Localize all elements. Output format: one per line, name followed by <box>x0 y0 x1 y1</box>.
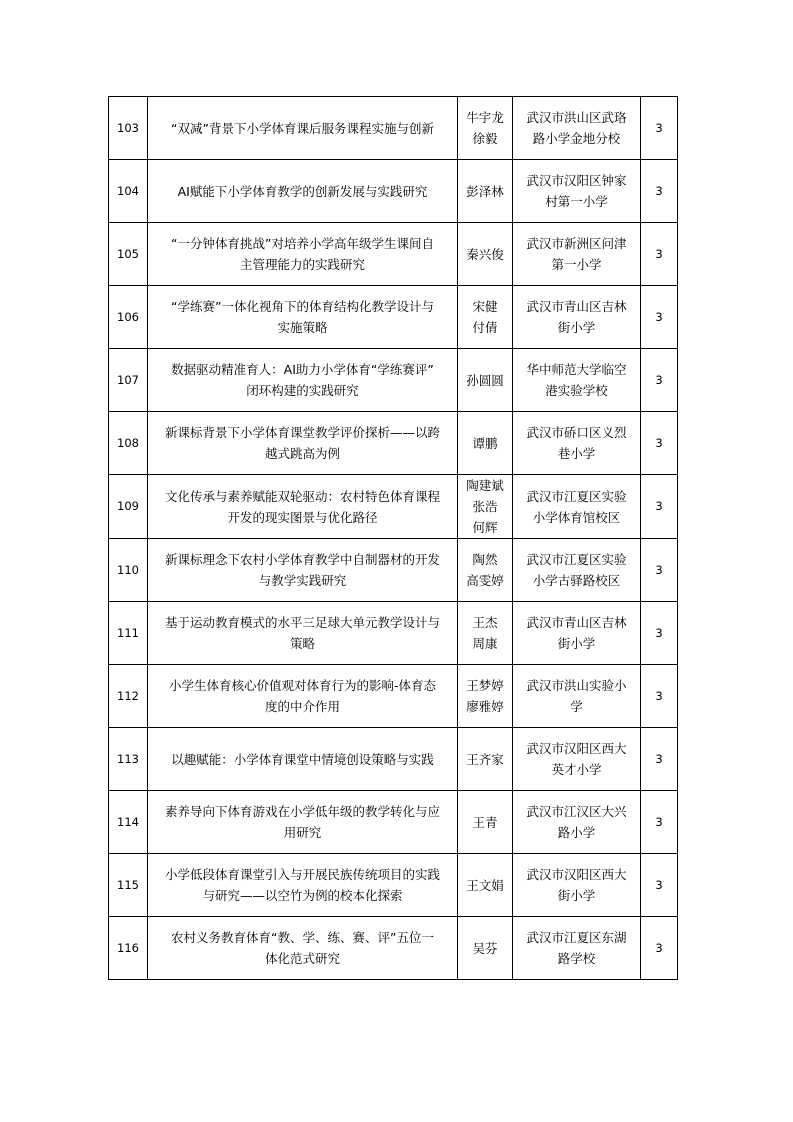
project-authors <box>458 349 513 412</box>
author-name: 彭泽林 <box>466 183 504 199</box>
project-title-line: 小学低段体育课堂引入与开展民族传统项目的实践 <box>164 867 440 882</box>
row-number: 111 <box>109 602 148 665</box>
project-authors <box>458 223 513 286</box>
author-name: 付倩 <box>472 320 498 335</box>
table-row <box>109 97 678 160</box>
table-row <box>109 286 678 349</box>
credit-value: 3 <box>641 854 678 917</box>
author-name: 张浩 <box>472 499 498 514</box>
credit-value: 3 <box>641 917 678 980</box>
row-number: 116 <box>109 917 148 980</box>
project-authors <box>458 602 513 665</box>
school-name-line: 武汉市青山区吉林 <box>526 299 627 314</box>
project-authors <box>458 791 513 854</box>
project-title-line: 小学生体育核心价值观对体育行为的影响-体育态 <box>168 678 436 693</box>
school-name-line: 武汉市江夏区东湖 <box>526 930 627 945</box>
author-name: 王青 <box>472 814 498 830</box>
row-number: 110 <box>109 539 148 602</box>
school-name <box>513 349 641 412</box>
school-name-line: 路小学 <box>557 825 596 840</box>
credit-value: 3 <box>641 539 678 602</box>
project-title-line: 主管理能力的实践研究 <box>239 257 365 272</box>
school-name <box>513 286 641 349</box>
row-number: 109 <box>109 475 148 539</box>
project-title-line: AI赋能下小学体育教学的创新发展与实践研究 <box>177 183 428 199</box>
author-name: 何辉 <box>472 520 498 535</box>
project-authors <box>458 412 513 475</box>
project-authors <box>458 665 513 728</box>
row-number: 114 <box>109 791 148 854</box>
school-name-line: 武汉市新洲区问津 <box>526 236 627 251</box>
project-authors <box>458 475 513 539</box>
school-name <box>513 160 641 223</box>
school-name-line: 巷小学 <box>557 446 596 461</box>
table-row <box>109 917 678 980</box>
project-authors <box>458 286 513 349</box>
project-title-line: 体化范式研究 <box>264 951 340 966</box>
credit-value: 3 <box>641 349 678 412</box>
credit-value: 3 <box>641 791 678 854</box>
row-number: 106 <box>109 286 148 349</box>
author-name: 孙圆圆 <box>466 372 504 388</box>
author-name: 陶然 <box>472 552 498 567</box>
project-title <box>148 412 458 475</box>
school-name-line: 武汉市汉阳区西大 <box>526 741 627 756</box>
project-title-line: 文化传承与素养赋能双轮驱动：农村特色体育课程 <box>164 488 440 504</box>
author-name: 谭鹏 <box>472 435 498 451</box>
school-name-line: 小学古驿路校区 <box>532 573 621 588</box>
project-title-line: 基于运动教育模式的水平三足球大单元教学设计与 <box>164 615 440 630</box>
project-title <box>148 160 458 223</box>
project-title-line: “学练赛”一体化视角下的体育结构化教学设计与 <box>171 299 434 314</box>
school-name-line: 武汉市硚口区义烈 <box>526 425 627 440</box>
row-number: 112 <box>109 665 148 728</box>
row-number: 115 <box>109 854 148 917</box>
project-title-line: 数据驱动精准育人：AI助力小学体育“学练赛评” <box>171 362 434 377</box>
school-name <box>513 665 641 728</box>
author-name: 王杰 <box>472 615 498 630</box>
project-title <box>148 286 458 349</box>
author-name: 王梦婷 <box>466 678 504 693</box>
school-name <box>513 223 641 286</box>
school-name-line: 街小学 <box>557 888 596 903</box>
credit-value: 3 <box>641 286 678 349</box>
school-name <box>513 475 641 539</box>
project-title-line: “双减”背景下小学体育课后服务课程实施与创新 <box>171 120 434 136</box>
project-table <box>108 96 678 980</box>
school-name-line: 华中师范大学临空 <box>526 362 627 377</box>
author-name: 王文娟 <box>466 877 504 893</box>
project-title-line: “一分钟体育挑战”对培养小学高年级学生课间自 <box>171 236 434 251</box>
author-name: 吴芬 <box>472 940 498 956</box>
project-title <box>148 917 458 980</box>
project-title <box>148 665 458 728</box>
credit-value: 3 <box>641 602 678 665</box>
school-name <box>513 917 641 980</box>
credit-value: 3 <box>641 412 678 475</box>
row-number: 108 <box>109 412 148 475</box>
project-authors <box>458 160 513 223</box>
table-row <box>109 854 678 917</box>
author-name: 秦兴俊 <box>466 246 504 262</box>
project-title <box>148 602 458 665</box>
school-name <box>513 97 641 160</box>
project-authors <box>458 728 513 791</box>
author-name: 高雯婷 <box>466 573 504 588</box>
school-name-line: 武汉市洪山区武珞 <box>526 110 627 125</box>
credit-value: 3 <box>641 97 678 160</box>
project-title-line: 新课标背景下小学体育课堂教学评价探析——以跨 <box>164 425 440 440</box>
credit-value: 3 <box>641 665 678 728</box>
school-name-line: 武汉市江夏区实验 <box>526 488 627 504</box>
author-name: 廖雅婷 <box>466 699 504 714</box>
author-name: 徐毅 <box>472 131 498 146</box>
table-row <box>109 160 678 223</box>
table-row <box>109 349 678 412</box>
school-name <box>513 412 641 475</box>
school-name-line: 路学校 <box>557 951 596 966</box>
credit-value: 3 <box>641 728 678 791</box>
school-name-line: 学 <box>570 699 583 714</box>
row-number: 105 <box>109 223 148 286</box>
table-row <box>109 539 678 602</box>
school-name-line: 港实验学校 <box>545 383 608 398</box>
table-row <box>109 791 678 854</box>
table-row <box>109 602 678 665</box>
school-name-line: 武汉市青山区吉林 <box>526 615 627 630</box>
school-name-line: 小学体育馆校区 <box>532 509 621 525</box>
school-name <box>513 602 641 665</box>
row-number: 104 <box>109 160 148 223</box>
credit-value: 3 <box>641 160 678 223</box>
school-name-line: 村第一小学 <box>545 194 608 209</box>
project-authors <box>458 917 513 980</box>
author-name: 牛宇龙 <box>466 110 504 125</box>
school-name-line: 英才小学 <box>551 762 602 777</box>
project-title-line: 农村义务教育体育“教、学、练、赛、评”五位一 <box>171 930 434 945</box>
project-title-line: 新课标理念下农村小学体育教学中自制器材的开发 <box>164 552 440 567</box>
school-name <box>513 728 641 791</box>
project-title <box>148 791 458 854</box>
project-authors <box>458 97 513 160</box>
author-name: 宋健 <box>472 299 498 314</box>
school-name <box>513 854 641 917</box>
project-title-line: 开发的现实图景与优化路径 <box>227 509 378 525</box>
school-name-line: 街小学 <box>557 636 596 651</box>
table-row <box>109 475 678 539</box>
credit-value: 3 <box>641 223 678 286</box>
author-name: 陶建斌 <box>466 478 504 493</box>
project-title-line: 素养导向下体育游戏在小学低年级的教学转化与应 <box>164 804 440 819</box>
project-title <box>148 854 458 917</box>
project-title <box>148 539 458 602</box>
project-title-line: 实施策略 <box>277 320 328 335</box>
school-name-line: 武汉市江汉区大兴 <box>526 804 627 819</box>
project-title <box>148 97 458 160</box>
school-name-line: 武汉市汉阳区钟家 <box>526 173 627 188</box>
row-number: 113 <box>109 728 148 791</box>
row-number: 107 <box>109 349 148 412</box>
project-title-line: 与研究——以空竹为例的校本化探索 <box>202 888 403 903</box>
row-number: 103 <box>109 97 148 160</box>
credit-value: 3 <box>641 475 678 539</box>
school-name <box>513 539 641 602</box>
table-body <box>109 97 678 980</box>
project-authors <box>458 539 513 602</box>
project-title <box>148 349 458 412</box>
author-name: 王齐家 <box>466 751 504 767</box>
project-list <box>108 96 677 980</box>
project-title-line: 与教学实践研究 <box>258 573 347 588</box>
project-title-line: 用研究 <box>283 825 322 840</box>
school-name <box>513 791 641 854</box>
school-name-line: 武汉市江夏区实验 <box>526 552 627 567</box>
project-title <box>148 475 458 539</box>
school-name-line: 路小学金地分校 <box>532 131 621 146</box>
author-name: 周康 <box>472 636 498 651</box>
school-name-line: 第一小学 <box>551 257 602 272</box>
school-name-line: 街小学 <box>557 320 596 335</box>
school-name-line: 武汉市汉阳区西大 <box>526 867 627 882</box>
project-title-line: 闭环构建的实践研究 <box>246 383 359 398</box>
project-title <box>148 728 458 791</box>
table-row <box>109 728 678 791</box>
project-authors <box>458 854 513 917</box>
school-name-line: 武汉市洪山实验小 <box>526 678 627 693</box>
project-title <box>148 223 458 286</box>
table-row <box>109 223 678 286</box>
table-row <box>109 412 678 475</box>
project-title-line: 以趣赋能：小学体育课堂中情境创设策略与实践 <box>171 751 434 767</box>
project-title-line: 越式跳高为例 <box>264 446 340 461</box>
project-title-line: 策略 <box>289 636 315 651</box>
table-row <box>109 665 678 728</box>
project-title-line: 度的中介作用 <box>264 699 340 714</box>
